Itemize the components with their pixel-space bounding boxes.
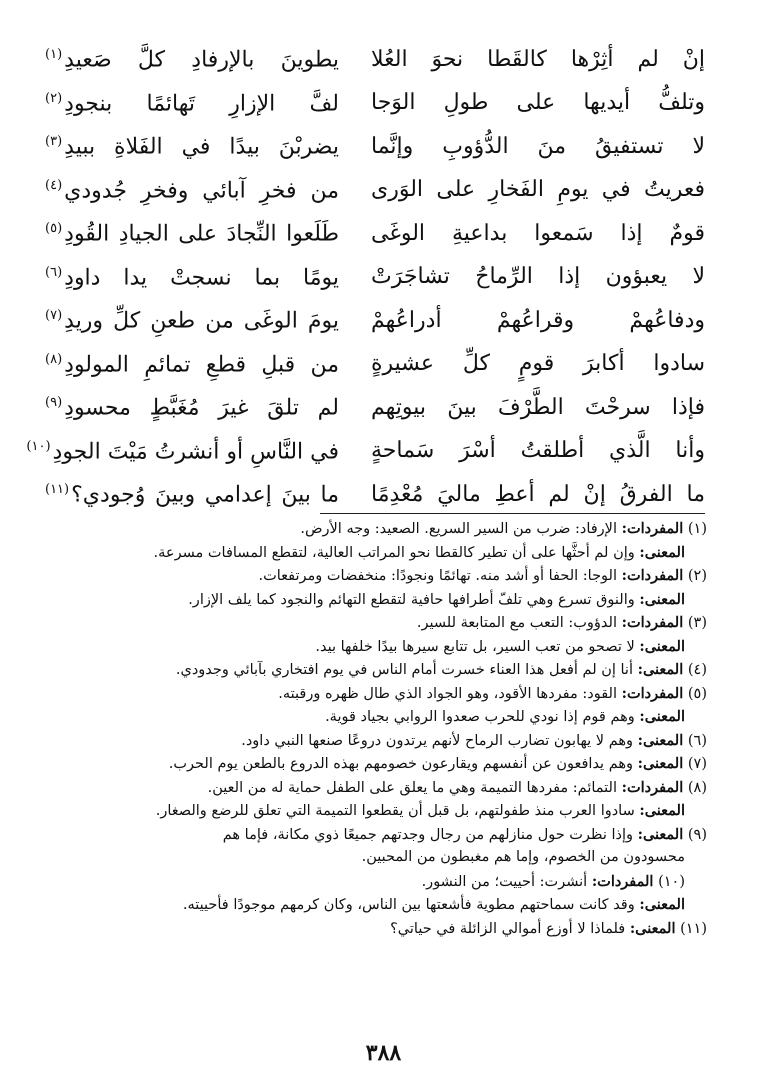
footnote-marker: (١): [45, 47, 63, 63]
footnote-marker: (٤): [45, 177, 63, 193]
hemistich-text: لفَّ الإزارِ تَهائمًا بنجودِ: [64, 90, 339, 116]
footnote-text: وقد كانت سماحتهم مطوية فأشعتها بين الناس، وكان كرمهم موجودًا فأحييته.: [182, 897, 635, 913]
footnote-marker: (٢): [45, 90, 63, 106]
second-hemistich: [45, 48, 339, 71]
footnote-label: المفردات:: [621, 778, 684, 796]
second-hemistich: [45, 92, 339, 115]
footnote-text: وهم قوم إذا نودي للحرب صعدوا الروابي بجياد قوية.: [325, 709, 635, 725]
first-hemistich: فعريتُ في يومِ الفَخارِ على الوَرى: [371, 177, 705, 203]
footnote-label: المعنى:: [637, 731, 684, 749]
footnote-label: المعنى:: [637, 825, 684, 843]
footnote-label: المعنى:: [639, 802, 685, 819]
first-hemistich: سادوا أكابرَ قومٍ كلِّ عشيرةٍ: [371, 351, 705, 377]
hemistich-text: من قبلِ قطعِ تمائمِ المولودِ: [64, 351, 339, 377]
footnote-divider: [320, 513, 705, 514]
footnote-vocab: [57, 870, 707, 894]
footnote-number: (٩): [687, 826, 707, 843]
verse: [45, 125, 705, 169]
first-hemistich: لا تستفيقُ منَ الدُّؤوبِ وإنَّما: [371, 133, 705, 159]
verse: [45, 256, 705, 300]
footnote-meaning: [57, 705, 707, 729]
footnote-text: الدؤوب: التعب مع المتابعة للسير.: [416, 615, 617, 631]
footnote-vocab: [57, 517, 707, 541]
footnote-text: فلماذا لا أوزع أموالي الزائلة في حياتي؟: [390, 920, 626, 937]
footnote-number: (٥): [687, 685, 707, 702]
poem: [26, 38, 705, 517]
footnote-label: المعنى:: [639, 637, 685, 655]
footnote-label: المعنى:: [639, 896, 685, 913]
footnote-meaning: [57, 893, 707, 917]
hemistich-text: يضربْنَ بيدًا في الفَلاةِ ببيدِ: [64, 134, 339, 160]
footnote-marker: (١١): [45, 482, 70, 498]
hemistich-text: طَلَعوا النِّجادَ على الجيادِ القُودِ: [64, 221, 339, 247]
verse: [26, 430, 705, 474]
footnote-meaning-numbered: [57, 823, 707, 847]
footnote-meaning: [57, 799, 707, 823]
second-hemistich: [45, 179, 339, 202]
footnote-meaning: [57, 588, 707, 612]
footnote-label: المعنى:: [637, 755, 684, 772]
hemistich-text: يومَ الوغَى من طعنِ كلِّ وريدِ: [64, 308, 339, 334]
footnote-label: المعنى:: [629, 919, 676, 937]
first-hemistich: لا يعبؤون إذا الرِّماحُ تشاجَرَتْ: [371, 264, 705, 290]
first-hemistich: وأنا الَّذي أطلقتُ أسْرَ سَماحةٍ: [371, 438, 705, 464]
first-hemistich: ودفاعُهمْ وقراعُهمْ أدراعُهمْ: [371, 307, 705, 333]
footnote-number: (٢): [687, 568, 707, 584]
verse: [45, 82, 705, 126]
verse: [45, 343, 705, 387]
footnote-vocab: [57, 682, 707, 706]
footnote-label: المعنى:: [639, 708, 685, 725]
footnote-label: المعنى:: [639, 590, 685, 608]
footnote-number: (١١): [680, 920, 707, 937]
hemistich-text: من فخرِ آبائي وفخرِ جُدودي: [64, 177, 339, 203]
footnote-label: المفردات:: [621, 684, 684, 702]
footnote-meaning: [57, 635, 707, 659]
verse: [45, 38, 705, 82]
first-hemistich: ما الفرقُ إنْ لم أعطِ ماليَ مُعْدِمًا: [371, 481, 705, 507]
footnotes: [57, 517, 707, 940]
footnote-marker: (٩): [45, 395, 63, 411]
footnote-number: (١٠): [658, 873, 685, 890]
first-hemistich: فإذا سرحْتَ الطَّرْفَ بينَ بيوتِهم: [371, 394, 705, 420]
hemistich-text: لم تلقَ غيرَ مُغَبَّطٍ محسودِ: [64, 395, 339, 421]
hemistich-text: يومًا بما نسجتْ يدا داودِ: [64, 264, 339, 290]
footnote-text: وإن لم أحثَّها على أن تطير كالقطا نحو المراتب العالية، لتقطع المسافات مسرعة.: [153, 544, 635, 561]
footnote-marker: (٥): [45, 221, 63, 237]
verse: [45, 473, 705, 517]
footnote-text: لا تصحو من تعب السير، بل تتابع سيرها بيدًا خلفها بيد.: [315, 638, 635, 655]
footnote-marker: (٦): [45, 264, 63, 280]
footnote-marker: (٣): [45, 134, 63, 150]
hemistich-text: يطوينَ بالإرفادِ كلَّ صَعيدِ: [64, 47, 339, 73]
footnote-text: القود: مفردها الأقود، وهو الجواد الذي طال ظهره ورقبته.: [278, 685, 617, 702]
footnote-label: المفردات:: [621, 614, 684, 631]
second-hemistich: [45, 483, 339, 506]
footnote-meaning-numbered: [57, 917, 707, 941]
footnote-number: (٣): [687, 615, 707, 631]
first-hemistich: وتلفُّ أيديها على طولِ الوَجا: [371, 90, 705, 116]
footnote-text: وهم لا يهابون تضارب الرماح لأنهم يرتدون دروعًا صنعها النبي داود.: [241, 732, 633, 749]
footnote-number: (٦): [687, 732, 707, 749]
second-hemistich: [45, 222, 339, 245]
footnote-marker: (١٠): [26, 438, 51, 454]
footnote-continuation: [57, 846, 707, 870]
footnote-meaning: [57, 541, 707, 565]
footnote-label: المفردات:: [621, 520, 684, 537]
footnote-vocab: [57, 611, 707, 635]
second-hemistich: [45, 353, 339, 376]
footnote-number: (١): [687, 521, 707, 537]
footnote-label: المعنى:: [637, 661, 684, 678]
footnote-text: أنشرت: أحييت؛ من النشور.: [421, 873, 588, 890]
footnote-text: محسودون من الخصوم، وإما هم مغبطون من المحبين.: [361, 849, 685, 865]
footnote-meaning-numbered: [57, 752, 707, 776]
footnote-label: المفردات:: [591, 872, 654, 890]
footnote-number: (٨): [687, 779, 707, 796]
footnote-text: سادوا العرب منذ طفولتهم، بل قبل أن يقطعوا التميمة التي تعلق للرضع والصغار.: [155, 803, 635, 819]
hemistich-text: في النَّاسِ أو أنشرتُ مَيْتَ الجودِ: [52, 438, 339, 464]
footnote-text: وهم يدافعون عن أنفسهم ويقارعون خصومهم بهذه الدروع بالطعن يوم الحرب.: [168, 756, 633, 772]
footnote-label: المعنى:: [639, 543, 685, 561]
footnote-text: الوجا: الحفا أو أشد منه. تهائمًا ونجودًا: منخفضات ومرتفعات.: [258, 568, 617, 584]
footnote-vocab: [57, 564, 707, 588]
first-hemistich: إنْ لم أثِرْها كالقَطا نحوَ العُلا: [371, 46, 705, 72]
second-hemistich: [45, 266, 339, 289]
verse: [45, 386, 705, 430]
footnote-marker: (٧): [45, 308, 63, 324]
second-hemistich: [45, 135, 339, 158]
footnote-text: وإذا نظرت حول منازلهم من رجال وجدتهم جميعًا ذوي مكانة، فإما هم: [222, 826, 633, 843]
hemistich-text: ما بينَ إعدامي وبينَ وُجودي؟: [71, 482, 339, 508]
footnote-meaning-numbered: [57, 729, 707, 753]
verse: [45, 299, 705, 343]
footnote-label: المفردات:: [621, 567, 684, 584]
verse: [45, 169, 705, 213]
second-hemistich: [45, 309, 339, 332]
verse: [45, 212, 705, 256]
first-hemistich: قومٌ إذا سَمعوا بداعيةِ الوغَى: [371, 220, 705, 246]
footnote-text: الإرفاد: ضرب من السير السريع. الصعيد: وجه الأرض.: [300, 521, 617, 537]
second-hemistich: [45, 396, 339, 419]
footnote-number: (٧): [687, 756, 707, 772]
footnote-meaning-numbered: [57, 658, 707, 682]
footnote-text: التمائم: مفردها التميمة وهي ما يعلق على الطفل حماية له من العين.: [207, 779, 617, 796]
footnote-number: (٤): [687, 662, 707, 678]
page-number: ٣٨٨: [365, 1040, 402, 1066]
footnote-text: أنا إن لم أفعل هذا العناء خسرت أمام الناس في يوم افتخاري بآبائي وجدودي.: [175, 662, 633, 678]
second-hemistich: [26, 438, 339, 464]
footnote-text: والنوق تسرع وهي تلفّ أطرافها حافية لتقطع التهائم والنجود كما يلف الإزار.: [188, 591, 635, 608]
footnote-vocab: [57, 776, 707, 800]
footnote-marker: (٨): [45, 351, 63, 367]
